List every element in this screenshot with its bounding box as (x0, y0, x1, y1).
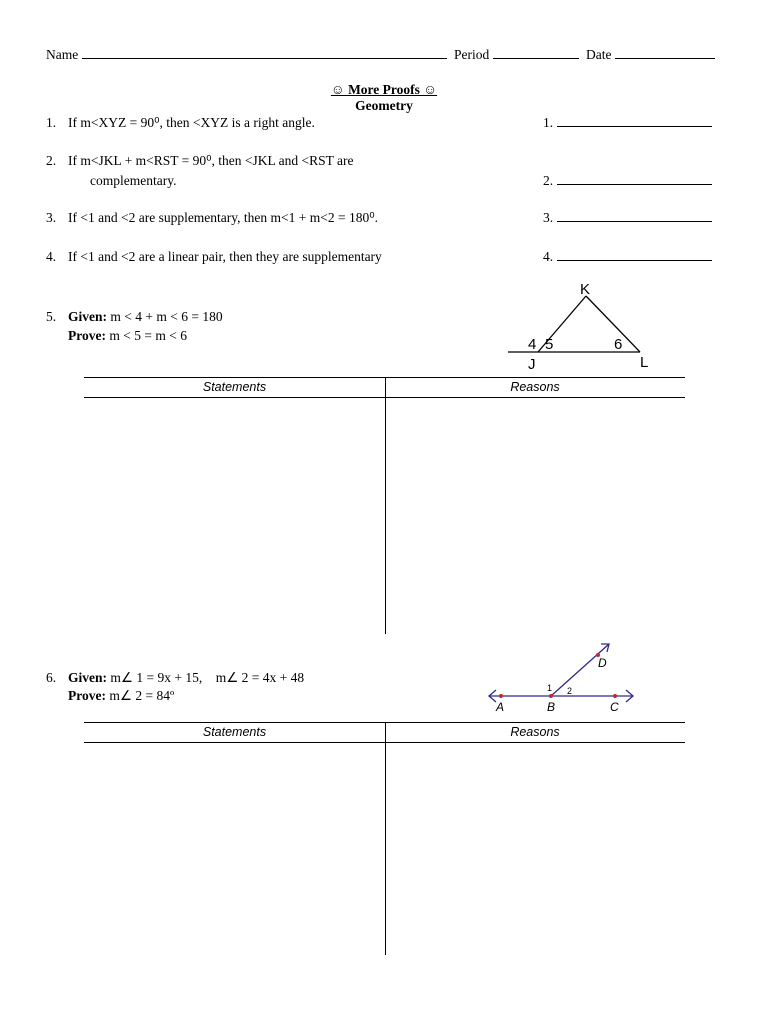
label-l: L (640, 354, 649, 371)
label-d: D (598, 656, 607, 670)
proof-5-number: 5. (46, 309, 57, 324)
label-k: K (580, 281, 591, 298)
given-text: m∠ 1 = 9x + 15, m∠ 2 = 4x + 48 (110, 670, 305, 685)
question-2-text-cont: complementary. (90, 173, 177, 188)
given-label: Given: (68, 670, 107, 685)
answer-4-label: 4. (543, 249, 554, 264)
given-text: m < 4 + m < 6 = 180 (110, 309, 223, 324)
triangle-diagram (500, 278, 660, 373)
question-3-text: If <1 and <2 are supplementary, then m<1 + m<2 = 180⁰. (68, 210, 379, 225)
table-5-statements-header: Statements (202, 380, 267, 394)
label-b: B (547, 700, 556, 714)
given-label: Given: (68, 309, 107, 324)
date-label: Date (585, 47, 612, 62)
proof-5-given (68, 309, 223, 325)
point-a (499, 694, 503, 698)
period-label: Period (453, 47, 490, 62)
answer-4-field[interactable] (557, 260, 712, 261)
ray-bd (551, 644, 609, 696)
label-angle-2: 2 (567, 686, 573, 696)
answer-2-label: 2. (543, 173, 554, 188)
answer-3 (543, 210, 712, 226)
proof-5-prove (68, 328, 187, 344)
proof-6-number: 6. (46, 670, 57, 685)
table-6-statements-header: Statements (202, 725, 267, 739)
point-b (549, 694, 553, 698)
date-field[interactable] (615, 58, 715, 59)
side-kl (586, 296, 640, 352)
label-c: C (610, 700, 619, 714)
header-row (46, 47, 715, 63)
answer-3-field[interactable] (557, 221, 712, 222)
proof-6-prove (68, 688, 174, 704)
answer-3-label: 3. (543, 210, 554, 225)
prove-label: Prove: (68, 328, 106, 343)
table-5-divider (385, 377, 386, 634)
question-4-number: 4. (46, 249, 57, 264)
question-1-text: If m<XYZ = 90⁰, then <XYZ is a right angle. (68, 115, 315, 130)
question-3-number: 3. (46, 210, 57, 225)
point-c (613, 694, 617, 698)
label-angle-1: 1 (547, 683, 553, 693)
prove-text: m < 5 = m < 6 (109, 328, 187, 343)
label-j: J (528, 356, 536, 373)
answer-1 (543, 115, 712, 131)
table-6-divider (385, 722, 386, 955)
page-subtitle: Geometry (355, 98, 413, 113)
name-field[interactable] (82, 58, 447, 59)
answer-2 (543, 173, 712, 189)
label-a: A (496, 700, 505, 714)
answer-4 (543, 249, 712, 265)
question-1-number: 1. (46, 115, 57, 130)
question-2-number: 2. (46, 153, 57, 168)
name-label: Name (46, 47, 79, 62)
prove-text: m∠ 2 = 84º (109, 688, 175, 703)
table-5-reasons-header: Reasons (510, 380, 560, 394)
label-angle-4: 4 (528, 336, 537, 353)
page-title: ☺ More Proofs ☺ (330, 82, 438, 97)
period-field[interactable] (493, 58, 579, 59)
answer-2-field[interactable] (557, 184, 712, 185)
question-4-text: If <1 and <2 are a linear pair, then they are supplementary (68, 249, 382, 264)
prove-label: Prove: (68, 688, 106, 703)
proof-6-given (68, 670, 304, 686)
label-angle-6: 6 (614, 336, 623, 353)
answer-1-label: 1. (543, 115, 554, 130)
label-angle-5: 5 (545, 336, 554, 353)
angle-diagram (485, 640, 640, 715)
question-2-text: If m<JKL + m<RST = 90⁰, then <JKL and <RST are (68, 153, 354, 168)
answer-1-field[interactable] (557, 126, 712, 127)
table-6-reasons-header: Reasons (510, 725, 560, 739)
